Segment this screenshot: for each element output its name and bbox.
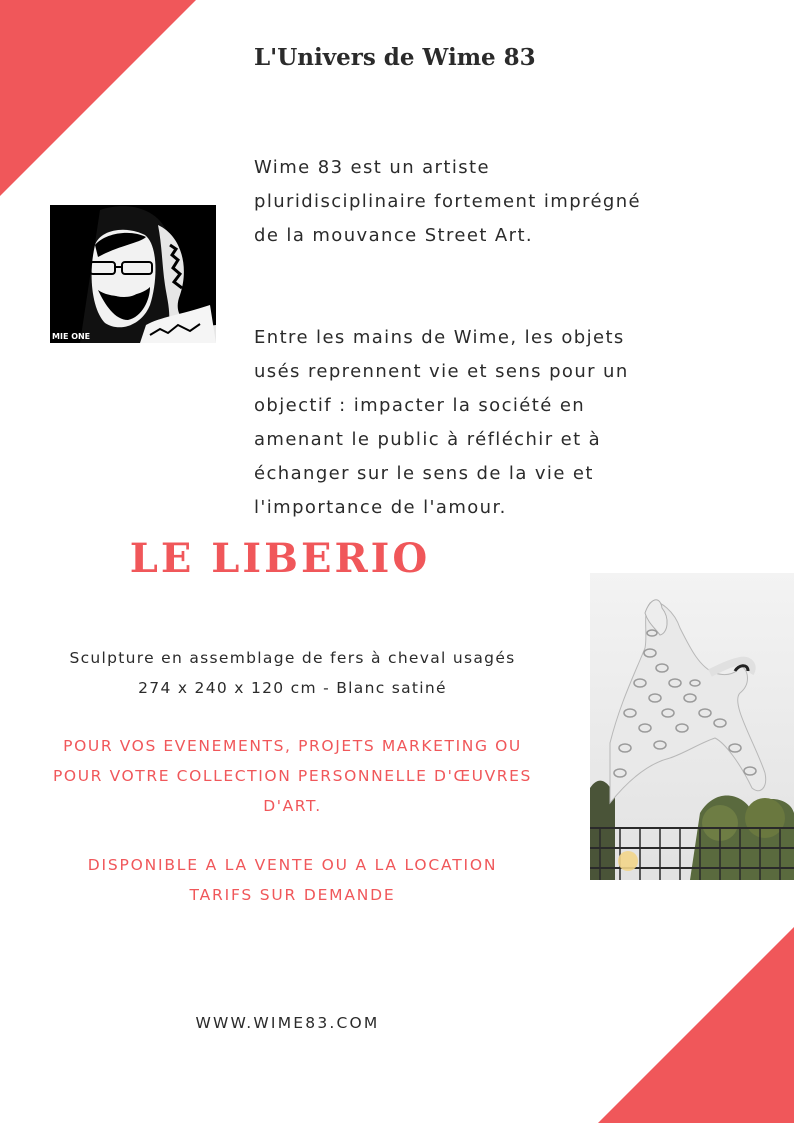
artwork-title: LE LIBERIO (129, 535, 431, 582)
promo-text (20, 731, 565, 821)
spec-line-1: Sculpture en assemblage de fers à cheval usagés (69, 649, 516, 667)
availability-line-1: DISPONIBLE A LA VENTE OU A LA LOCATION (87, 856, 498, 874)
website-link[interactable]: WWW.WIME83.COM (195, 1014, 380, 1032)
portrait-illustration (50, 205, 216, 343)
promo-line-2: POUR VOTRE COLLECTION PERSONNELLE D'ŒUVRES (52, 767, 532, 785)
promo-line-3: D'ART. (263, 797, 322, 815)
corner-triangle-bottom-right (598, 927, 794, 1123)
portrait-caption: MIE ONE (52, 332, 91, 341)
corner-triangle-top-left (0, 0, 196, 196)
intro-text (254, 117, 724, 559)
spec-line-2: 274 x 240 x 120 cm - Blanc satiné (138, 679, 447, 697)
intro-title: L'Univers de Wime 83 (254, 44, 536, 71)
sculpture-photo (590, 573, 794, 880)
availability-line-2: TARIFS SUR DEMANDE (189, 886, 396, 904)
horse-sculpture-illustration (590, 573, 794, 880)
intro-paragraph-2: Entre les mains de Wime, les objets usés reprennent vie et sens pour un objectif : impacter la société en amenant le public à réfléchir et à échanger sur le sens de la vie et l'importance de l'amour. (254, 327, 629, 518)
artwork-spec (20, 643, 565, 703)
artist-portrait (50, 205, 216, 343)
intro-paragraph-1: Wime 83 est un artiste pluridisciplinaire fortement imprégné de la mouvance Street Art. (254, 157, 642, 246)
availability-text (20, 850, 565, 910)
promo-line-1: POUR VOS EVENEMENTS, PROJETS MARKETING OU (63, 737, 522, 755)
